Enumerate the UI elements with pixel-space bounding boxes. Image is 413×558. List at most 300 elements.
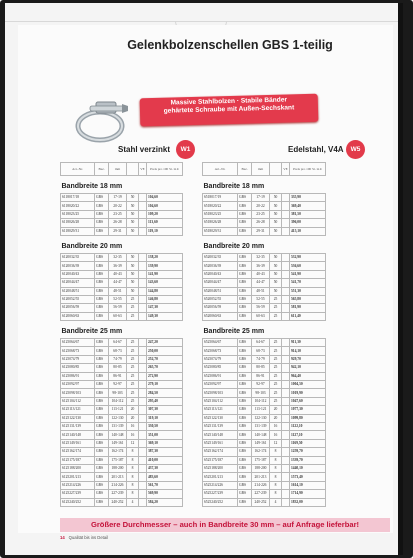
left-table-cell: 6125086/91	[61, 372, 95, 380]
left-table-cell: 25	[127, 312, 139, 320]
right-table-cell	[282, 219, 290, 227]
left-table-cell: 86-91	[109, 372, 127, 380]
right-table-cell	[282, 339, 290, 347]
hose-clamp-icon	[70, 98, 132, 144]
right-table-cell: 1077,30	[290, 406, 326, 414]
left-table-cell: GBS	[95, 473, 109, 481]
right-table-cell: 914,10	[290, 347, 326, 355]
left-table-cell: 6125092/97	[61, 381, 95, 389]
right-table-row	[203, 347, 326, 355]
left-table-cell: 25	[127, 355, 139, 363]
right-table-cell: 8	[270, 473, 282, 481]
left-table-cell: GBS	[95, 339, 109, 347]
left-table-cell: 162-174	[109, 448, 127, 456]
right-table-cell: 98-103	[252, 389, 270, 397]
left-table-cell	[139, 490, 147, 498]
right-price-table	[202, 162, 326, 507]
right-table-cell: 17-19	[252, 194, 270, 202]
left-header-cell: mm	[109, 163, 127, 176]
right-table-cell: GBS	[238, 431, 252, 439]
left-table-cell: GBS	[95, 295, 109, 303]
right-table-cell: GBS	[238, 279, 252, 287]
left-table-cell	[139, 422, 147, 430]
left-table-cell	[139, 287, 147, 295]
left-table-cell: 6120032/35	[61, 253, 95, 261]
feature-line-2: gehärtete Schraube mit Außen-Sechskant	[163, 104, 295, 115]
left-table-cell: 6118020/22	[61, 202, 95, 210]
left-table-cell: 50	[127, 227, 139, 235]
left-table-cell: 6125131/139	[61, 422, 95, 430]
left-table-cell: GBS	[95, 364, 109, 372]
left-table-cell: 74-79	[109, 355, 127, 363]
left-table-cell: 6120056/59	[61, 304, 95, 312]
left-table-cell: 141,90	[147, 270, 183, 278]
right-table-row	[203, 339, 326, 347]
left-table-cell: 149-161	[109, 439, 127, 447]
right-table-cell: 140-148	[252, 431, 270, 439]
right-table-cell: GBS	[238, 253, 252, 261]
right-table-cell: 6525068/73	[203, 347, 238, 355]
left-table-cell: 60-63	[109, 312, 127, 320]
left-table-cell: 143,60	[147, 279, 183, 287]
right-table-cell: 50	[270, 194, 282, 202]
left-table-row	[61, 253, 183, 261]
right-table-cell: 25	[270, 304, 282, 312]
left-table-cell: 122-130	[109, 414, 127, 422]
left-table-row	[61, 262, 183, 270]
left-table-cell: 6125113/121	[61, 406, 95, 414]
right-table-cell: 1019,90	[290, 389, 326, 397]
left-table-cell: 6120052/55	[61, 295, 95, 303]
right-table-cell: GBS	[238, 448, 252, 456]
right-table-cell: 369,40	[290, 202, 326, 210]
left-table-cell	[139, 312, 147, 320]
right-table-cell: 50	[270, 287, 282, 295]
right-table-cell: 25	[270, 397, 282, 405]
left-table-cell: GBS	[95, 194, 109, 202]
left-section-title-row	[61, 321, 183, 339]
left-table-cell: 483,60	[147, 473, 183, 481]
right-table-cell: 1259,70	[290, 448, 326, 456]
right-table-cell: 6525149/161	[203, 439, 238, 447]
right-table-cell: 48-51	[252, 287, 270, 295]
left-table-row	[61, 448, 183, 456]
right-table-cell: 8	[270, 464, 282, 472]
right-table-cell: GBS	[238, 498, 252, 506]
right-table-cell	[282, 355, 290, 363]
right-table-cell: 20	[270, 414, 282, 422]
right-table-cell: GBS	[238, 227, 252, 235]
right-table-cell: 64-67	[252, 339, 270, 347]
right-table-cell: GBS	[238, 339, 252, 347]
left-table-cell: 6125068/73	[61, 347, 95, 355]
left-header-cell	[127, 163, 139, 176]
right-table-cell: 162-174	[252, 448, 270, 456]
left-table-cell: 351,00	[147, 431, 183, 439]
left-table-cell: GBS	[95, 490, 109, 498]
left-table-cell: GBS	[95, 448, 109, 456]
right-table-cell	[282, 481, 290, 489]
right-table-cell: 113-121	[252, 406, 270, 414]
right-table-cell: GBS	[238, 490, 252, 498]
right-table-row	[203, 304, 326, 312]
left-table-cell: 25	[127, 389, 139, 397]
left-table-row	[61, 219, 183, 227]
left-table-cell: 50	[127, 253, 139, 261]
left-table-cell: 50	[127, 219, 139, 227]
left-table-cell	[139, 397, 147, 405]
left-table-cell: 68-73	[109, 347, 127, 355]
right-table-cell: 6525113/121	[203, 406, 238, 414]
right-table-cell: 25	[270, 381, 282, 389]
left-table-row	[61, 372, 183, 380]
left-table-cell: 25	[127, 347, 139, 355]
left-table-cell: 109,20	[147, 210, 183, 218]
right-table-cell: 188-200	[252, 464, 270, 472]
left-table-cell	[139, 253, 147, 261]
right-table-cell: 6525227/239	[203, 490, 238, 498]
left-table-cell	[139, 473, 147, 481]
right-material-label: Edelstahl, V4A	[288, 145, 344, 154]
right-table-cell: GBS	[238, 262, 252, 270]
left-table-row	[61, 490, 183, 498]
right-table-cell: 56-59	[252, 304, 270, 312]
right-table-cell: 50	[270, 219, 282, 227]
left-table-cell: 6125162/174	[61, 448, 95, 456]
right-table-cell: 36-39	[252, 262, 270, 270]
right-table-cell: 92-97	[252, 381, 270, 389]
right-table-row	[203, 372, 326, 380]
right-header-cell: Bez.	[238, 163, 252, 176]
right-table-cell: 25	[270, 389, 282, 397]
right-table-cell: GBS	[238, 422, 252, 430]
right-table-cell: GBS	[238, 372, 252, 380]
right-table-cell	[282, 227, 290, 235]
right-table-cell: 1714,90	[290, 490, 326, 498]
right-table-cell: GBS	[238, 304, 252, 312]
left-table-cell: 6125064/67	[61, 339, 95, 347]
left-table-cell: 437,30	[147, 464, 183, 472]
left-table-cell: 92-97	[109, 381, 127, 389]
left-table-cell: 25	[127, 397, 139, 405]
left-table-cell: 50	[127, 270, 139, 278]
right-table-cell: 25	[270, 364, 282, 372]
right-table-cell: 6525104/112	[203, 397, 238, 405]
left-table-cell: 25	[127, 364, 139, 372]
left-material-badge: W1	[176, 140, 195, 159]
right-table-cell	[282, 473, 290, 481]
right-table-cell	[282, 270, 290, 278]
left-table-cell: 104,60	[147, 194, 183, 202]
right-table-cell: GBS	[238, 312, 252, 320]
left-table-cell: GBS	[95, 219, 109, 227]
right-table-cell: 52-55	[252, 295, 270, 303]
left-table-row	[61, 481, 183, 489]
right-table-cell: 6525240/252	[203, 498, 238, 506]
left-table-cell: 284,50	[147, 389, 183, 397]
right-table-cell: 12	[270, 439, 282, 447]
right-table-cell: 1047,60	[290, 397, 326, 405]
left-table-cell	[139, 295, 147, 303]
left-table-row	[61, 464, 183, 472]
left-table-cell: 25	[127, 381, 139, 389]
right-table-cell: GBS	[238, 414, 252, 422]
right-table-cell	[282, 414, 290, 422]
right-table-cell: GBS	[238, 287, 252, 295]
left-table-cell: 387,30	[147, 448, 183, 456]
right-table-cell: GBS	[238, 389, 252, 397]
right-table-cell: 26-28	[252, 219, 270, 227]
left-table-row	[61, 431, 183, 439]
right-table-cell: 25	[270, 355, 282, 363]
left-table-row	[61, 414, 183, 422]
left-table-row	[61, 304, 183, 312]
left-table-cell: 139,90	[147, 262, 183, 270]
right-table-row	[203, 397, 326, 405]
right-table-row	[203, 406, 326, 414]
right-table-cell: 6525064/67	[203, 339, 238, 347]
right-table-row	[203, 219, 326, 227]
right-table-cell: 964,40	[290, 372, 326, 380]
left-table-cell: 6120048/51	[61, 287, 95, 295]
right-table-cell: 1832,00	[290, 498, 326, 506]
left-table-cell: 36-39	[109, 262, 127, 270]
right-table-cell	[282, 253, 290, 261]
right-table-cell: GBS	[238, 295, 252, 303]
left-table-cell: 8	[127, 473, 139, 481]
right-table-cell: 6525098/103	[203, 389, 238, 397]
left-table-row	[61, 355, 183, 363]
right-table-row	[203, 262, 326, 270]
left-table-cell: GBS	[95, 312, 109, 320]
right-section-title-row	[203, 321, 326, 339]
right-table-cell: 6525074/79	[203, 355, 238, 363]
left-table-cell: GBS	[95, 456, 109, 464]
left-table-cell: 6120040/43	[61, 270, 95, 278]
left-table-cell: GBS	[95, 381, 109, 389]
left-table-row	[61, 210, 183, 218]
left-table-cell: 146,80	[147, 295, 183, 303]
left-table-cell: 64-67	[109, 339, 127, 347]
right-table-cell: 541,90	[290, 270, 326, 278]
right-table-cell: 44-47	[252, 279, 270, 287]
right-table-cell: 6520056/59	[203, 304, 238, 312]
left-table-cell: 16	[127, 431, 139, 439]
footer-slogan: Qualität bis ins Detail	[68, 535, 109, 540]
right-table-cell: 50	[270, 253, 282, 261]
right-table-cell	[282, 397, 290, 405]
right-table-row	[203, 279, 326, 287]
right-table-cell: 227-239	[252, 490, 270, 498]
right-table-cell: 6518017/19	[203, 194, 238, 202]
left-table-row	[61, 295, 183, 303]
left-header-cell: Preis pro 100 St. in €	[147, 163, 183, 176]
left-table-cell: 6125214/226	[61, 481, 95, 489]
right-table-cell: 581,90	[290, 304, 326, 312]
left-table-cell: 50	[127, 210, 139, 218]
right-table-cell	[282, 287, 290, 295]
right-table-cell	[282, 431, 290, 439]
right-table-cell	[282, 304, 290, 312]
right-table-cell: 214-226	[252, 481, 270, 489]
right-table-cell: 50	[270, 270, 282, 278]
right-table-cell: 8	[270, 456, 282, 464]
left-table-row	[61, 456, 183, 464]
right-table-row	[203, 448, 326, 456]
right-table-cell	[282, 372, 290, 380]
right-material-badge: W5	[346, 140, 365, 159]
right-table-cell: 149-161	[252, 439, 270, 447]
left-table-cell: 6125201/213	[61, 473, 95, 481]
right-table-cell: 40-43	[252, 270, 270, 278]
left-table-cell: GBS	[95, 304, 109, 312]
left-table-cell: GBS	[95, 227, 109, 235]
right-section-title: Bandbreite 18 mm	[203, 183, 265, 190]
left-table-cell: 561,70	[147, 481, 183, 489]
left-section-title: Bandbreite 18 mm	[61, 183, 123, 190]
right-table-cell: 8	[270, 448, 282, 456]
left-table-cell: GBS	[95, 270, 109, 278]
right-table-cell	[282, 381, 290, 389]
right-table-cell: 396,00	[290, 219, 326, 227]
left-table-cell: GBS	[95, 210, 109, 218]
right-table-cell: 1122,10	[290, 422, 326, 430]
left-table-cell: GBS	[95, 262, 109, 270]
left-table-row	[61, 473, 183, 481]
right-table-row	[203, 431, 326, 439]
right-table-cell: 50	[270, 262, 282, 270]
left-table-cell	[139, 364, 147, 372]
left-table-cell: 8	[127, 490, 139, 498]
left-table-cell: 6125140/148	[61, 431, 95, 439]
left-table-cell: 20	[127, 406, 139, 414]
left-table-cell	[139, 262, 147, 270]
right-table-row	[203, 456, 326, 464]
right-table-cell: 335,90	[290, 194, 326, 202]
left-table-cell: 6120060/63	[61, 312, 95, 320]
left-table-cell	[139, 347, 147, 355]
right-table-cell: 565,80	[290, 295, 326, 303]
left-material-label: Stahl verzinkt	[118, 145, 171, 154]
right-header-cell	[270, 163, 282, 176]
left-table-cell: 410,00	[147, 456, 183, 464]
right-table-cell: GBS	[238, 456, 252, 464]
left-table-cell: 330,50	[147, 422, 183, 430]
left-table-cell	[139, 389, 147, 397]
right-table-row	[203, 498, 326, 506]
right-table-cell: 6518026/28	[203, 219, 238, 227]
left-table-cell: 149,30	[147, 312, 183, 320]
right-table-cell: 6520044/47	[203, 279, 238, 287]
left-table-cell	[139, 439, 147, 447]
right-table-cell: 20	[270, 406, 282, 414]
left-header-cell: VE	[139, 163, 147, 176]
right-table-cell: 6520060/63	[203, 312, 238, 320]
left-table-cell	[139, 304, 147, 312]
left-table-row	[61, 389, 183, 397]
right-header-cell: Art.-Nr.	[203, 163, 238, 176]
left-table-cell: 25	[127, 339, 139, 347]
left-table-cell: 6125098/103	[61, 389, 95, 397]
right-table-cell: 16	[270, 431, 282, 439]
right-section-title-row	[203, 235, 326, 253]
right-table-row	[203, 490, 326, 498]
right-table-cell: 6525214/226	[203, 481, 238, 489]
right-table-row	[203, 287, 326, 295]
right-table-cell: 80-85	[252, 364, 270, 372]
right-table-row	[203, 295, 326, 303]
left-table-row	[61, 498, 183, 506]
left-price-table	[60, 162, 183, 507]
left-table-cell: GBS	[95, 498, 109, 506]
left-table-cell: 50	[127, 194, 139, 202]
left-table-cell: GBS	[95, 464, 109, 472]
right-table-cell: 240-252	[252, 498, 270, 506]
left-table-row	[61, 397, 183, 405]
left-table-cell	[139, 372, 147, 380]
left-table-cell: 295,40	[147, 397, 183, 405]
left-table-cell: 6125080/85	[61, 364, 95, 372]
left-table-row	[61, 364, 183, 372]
left-table-cell: 369,10	[147, 439, 183, 447]
right-table-row	[203, 227, 326, 235]
right-table-cell	[282, 364, 290, 372]
left-table-row	[61, 312, 183, 320]
right-table-cell: GBS	[238, 464, 252, 472]
left-table-cell: 26-28	[109, 219, 127, 227]
left-table-cell	[139, 339, 147, 347]
left-table-cell: 8	[127, 464, 139, 472]
right-table-cell: GBS	[238, 347, 252, 355]
right-header-cell: mm	[252, 163, 270, 176]
right-table-cell: 415,10	[290, 227, 326, 235]
left-table-cell: 8	[127, 448, 139, 456]
left-table-cell: 188-200	[109, 464, 127, 472]
right-table-cell: GBS	[238, 397, 252, 405]
left-table-cell: 25	[127, 372, 139, 380]
left-section-title-row	[61, 176, 183, 194]
left-table-cell: 6125240/252	[61, 498, 95, 506]
left-table-cell	[139, 355, 147, 363]
right-table-cell: 1127,10	[290, 431, 326, 439]
left-table-cell: GBS	[95, 406, 109, 414]
left-section-title: Bandbreite 25 mm	[61, 328, 123, 336]
right-table-cell: 1614,10	[290, 481, 326, 489]
right-section-title: Bandbreite 25 mm	[203, 328, 265, 336]
left-table-cell: 279,10	[147, 381, 183, 389]
left-table-cell: 6118029/31	[61, 227, 95, 235]
right-header-cell: Preis pro 100 St. in €	[290, 163, 326, 176]
right-table-cell: 1440,10	[290, 464, 326, 472]
right-table-cell: GBS	[238, 439, 252, 447]
left-table-cell: 307,30	[147, 406, 183, 414]
right-table-cell: 25	[270, 339, 282, 347]
right-header-row	[203, 163, 326, 176]
left-table-cell: 138,20	[147, 253, 183, 261]
right-table-cell: 104-112	[252, 397, 270, 405]
right-table-row	[203, 194, 326, 202]
footer-banner: Größere Durchmesser – auch in Bandbreite 30 mm – auf Anfrage lieferbar!	[60, 518, 390, 532]
left-table-cell	[139, 414, 147, 422]
right-table-cell: 1169,50	[290, 439, 326, 447]
left-table-cell: 214-226	[109, 481, 127, 489]
left-table-cell: 56-59	[109, 304, 127, 312]
left-table-cell: 227-239	[109, 490, 127, 498]
right-table-cell: 541,70	[290, 279, 326, 287]
right-table-cell: 381,50	[290, 210, 326, 218]
left-table-cell: 6120036/39	[61, 262, 95, 270]
left-table-cell: 6118023/25	[61, 210, 95, 218]
